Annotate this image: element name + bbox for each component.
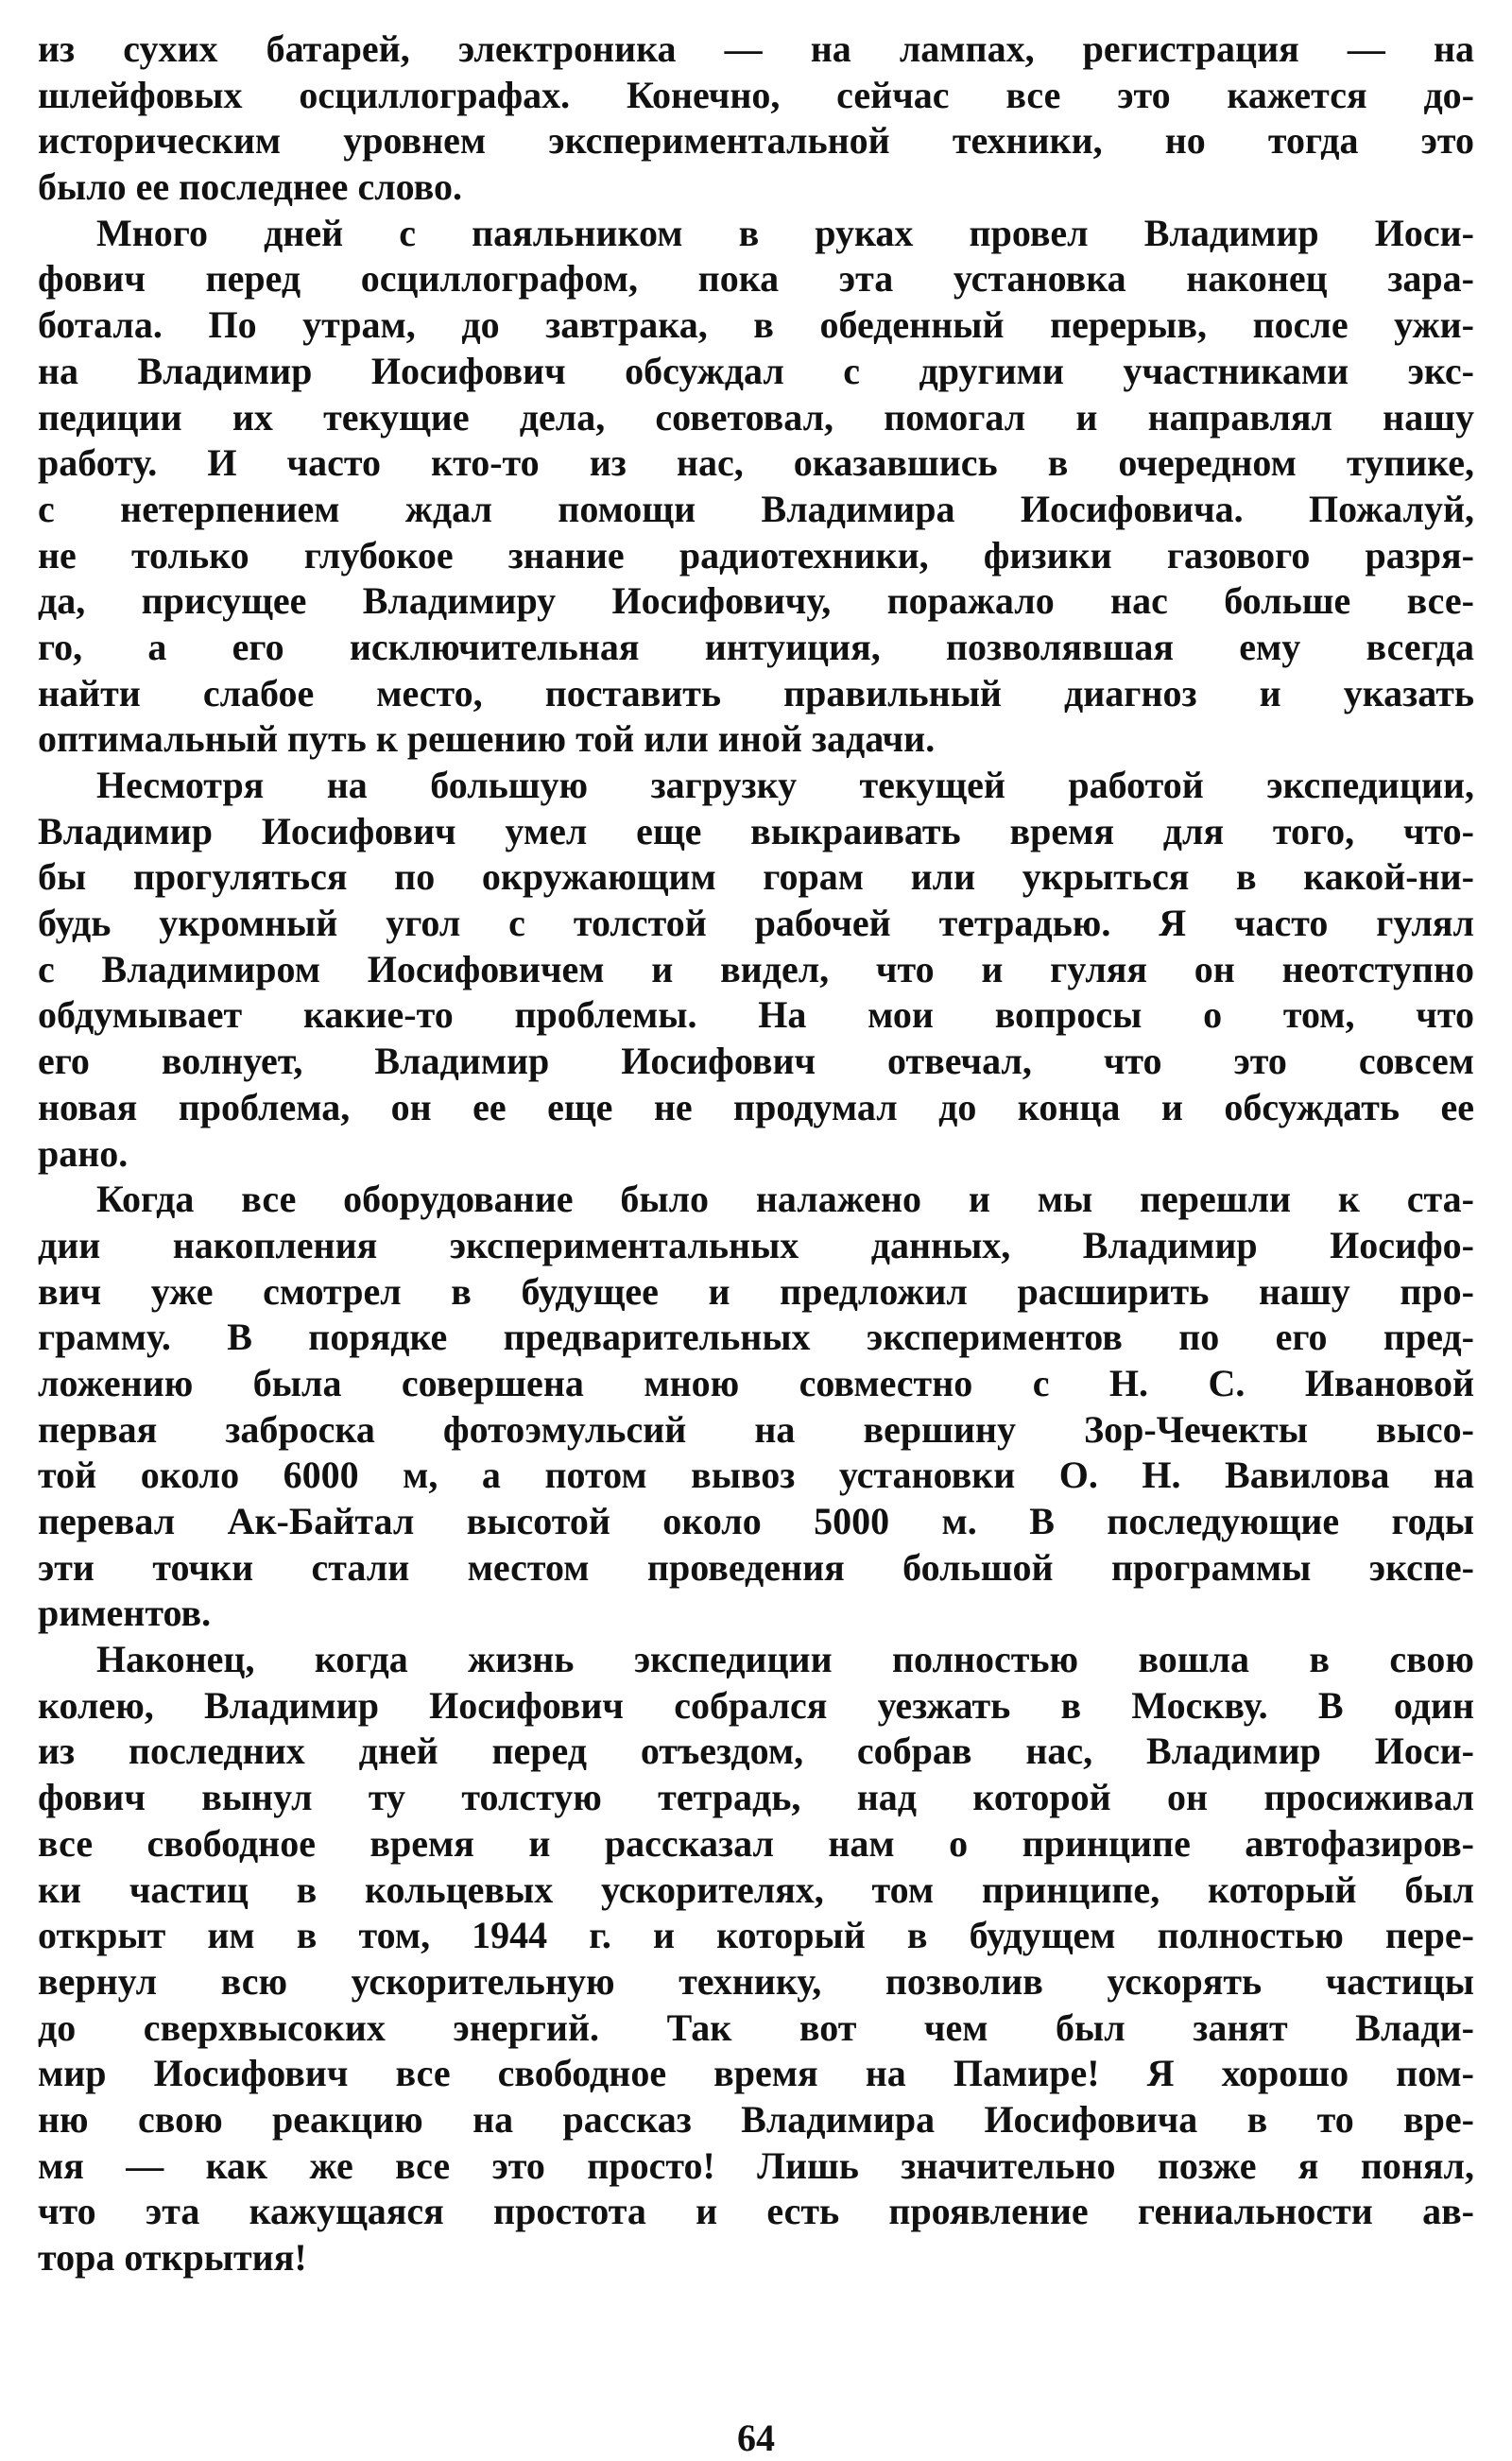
text-line: дии накопления экспериментальных данных, Владимир Иосифо- — [38, 1223, 1474, 1266]
page-number: 64 — [737, 2417, 775, 2459]
text-line: да, присущее Владимиру Иосифовичу, поражало нас больше все- — [38, 579, 1474, 623]
text-line: не только глубокое знание радиотехники, физики газового разря- — [38, 533, 1474, 577]
text-line: что эта кажущаяся простота и есть проявление гениальности ав- — [38, 2190, 1474, 2233]
text-line: найти слабое место, поставить правильный диагноз и указать — [38, 671, 1474, 714]
text-line: тора открытия! — [38, 2236, 307, 2279]
text-line: вич уже смотрел в будущее и предложил расширить нашу про- — [38, 1269, 1474, 1313]
text-line: перевал Ак-Байтал высотой около 5000 м. В последующие годы — [38, 1500, 1474, 1542]
text-line: было ее последнее слово. — [38, 165, 462, 209]
text-line: до сверхвысоких энергий. Так вот чем был занят Влади- — [38, 2005, 1474, 2049]
text-line: ню свою реакцию на рассказ Владимира Иосифовича в то вре- — [38, 2097, 1474, 2141]
text-line: из сухих батарей, электроника — на лампах, регистрация — на — [38, 27, 1474, 70]
text-line: историческим уровнем экспериментальной техники, но тогда это — [38, 119, 1474, 163]
text-line: ботала. По утрам, до завтрака, в обеденный перерыв, после ужи- — [38, 303, 1474, 347]
text-line: новая проблема, он ее еще не продумал до конца и обсуждать ее — [38, 1085, 1474, 1128]
text-line: риментов. — [38, 1592, 212, 1635]
text-line: работу. И часто кто-то из нас, оказавшись в очередном тупике, — [38, 441, 1474, 485]
text-line: Много дней с паяльником в руках провел Владимир Иоси- — [96, 211, 1474, 254]
text-line: с нетерпением ждал помощи Владимира Иосифовича. Пожалуй, — [38, 487, 1474, 530]
text-line: Когда все оборудование было налажено и мы перешли к ста- — [96, 1178, 1474, 1221]
text-line: Владимир Иосифович умел еще выкраивать время для того, что- — [38, 809, 1474, 852]
text-line: колею, Владимир Иосифович собрался уезжать в Москву. В один — [38, 1683, 1474, 1727]
text-line: оптимальный путь к решению той или иной задачи. — [38, 717, 936, 761]
text-line: бы прогуляться по окружающим горам или укрыться в какой-ни- — [38, 855, 1474, 899]
text-line: открыт им в том, 1944 г. и который в будущем полностью пере- — [38, 1914, 1474, 1957]
text-line: ки частиц в кольцевых ускорителях, том принципе, который был — [38, 1867, 1474, 1911]
text-line: мя — как же все это просто! Лишь значительно позже я понял, — [38, 2143, 1474, 2187]
text-line: из последних дней перед отъездом, собрав нас, Владимир Иоси- — [38, 1730, 1474, 1773]
text-line: Наконец, когда жизнь экспедиции полностью вошла в свою — [96, 1638, 1474, 1681]
text-line: будь укромный угол с толстой рабочей тетрадью. Я часто гулял — [38, 902, 1474, 945]
text-line: рано. — [38, 1131, 129, 1175]
text-line: эти точки стали местом проведения большой программы экспе- — [38, 1545, 1474, 1589]
text-line: все свободное время и рассказал нам о принципе автофазиров- — [38, 1821, 1474, 1865]
text-line: с Владимиром Иосифовичем и видел, что и гуляя он неотступно — [38, 947, 1474, 990]
text-line: шлейфовых осциллографах. Конечно, сейчас все это кажется до- — [38, 73, 1474, 116]
text-line: го, а его исключительная интуиция, позволявшая ему всегда — [38, 625, 1474, 668]
text-line: мир Иосифович все свободное время на Памире! Я хорошо пом- — [38, 2052, 1474, 2095]
text-line: фович перед осциллографом, пока эта установка наконец зара- — [38, 257, 1474, 301]
text-line: его волнует, Владимир Иосифович отвечал, что это совсем — [38, 1040, 1474, 1083]
text-line: обдумывает какие-то проблемы. На мои вопросы о том, что — [38, 993, 1474, 1037]
text-line: фович вынул ту толстую тетрадь, над которой он просиживал — [38, 1776, 1474, 1819]
text-line: Несмотря на большую загрузку текущей работой экспедиции, — [96, 764, 1474, 806]
text-line: ложению была совершена мною совместно с Н. С. Ивановой — [38, 1361, 1474, 1404]
text-line: той около 6000 м, а потом вывоз установки О. Н. Вавилова на — [38, 1454, 1474, 1497]
book-page-text — [38, 26, 1474, 2281]
text-line: грамму. В порядке предварительных экспериментов по его пред- — [38, 1316, 1474, 1359]
text-line: на Владимир Иосифович обсуждал с другими участниками экс- — [38, 349, 1474, 392]
text-line: первая заброска фотоэмульсий на вершину Зор-Чечекты высо- — [38, 1407, 1474, 1451]
text-line: педиции их текущие дела, советовал, помогал и направлял нашу — [38, 395, 1474, 439]
text-line: вернул всю ускорительную технику, позволив ускорять частицы — [38, 1959, 1474, 2003]
